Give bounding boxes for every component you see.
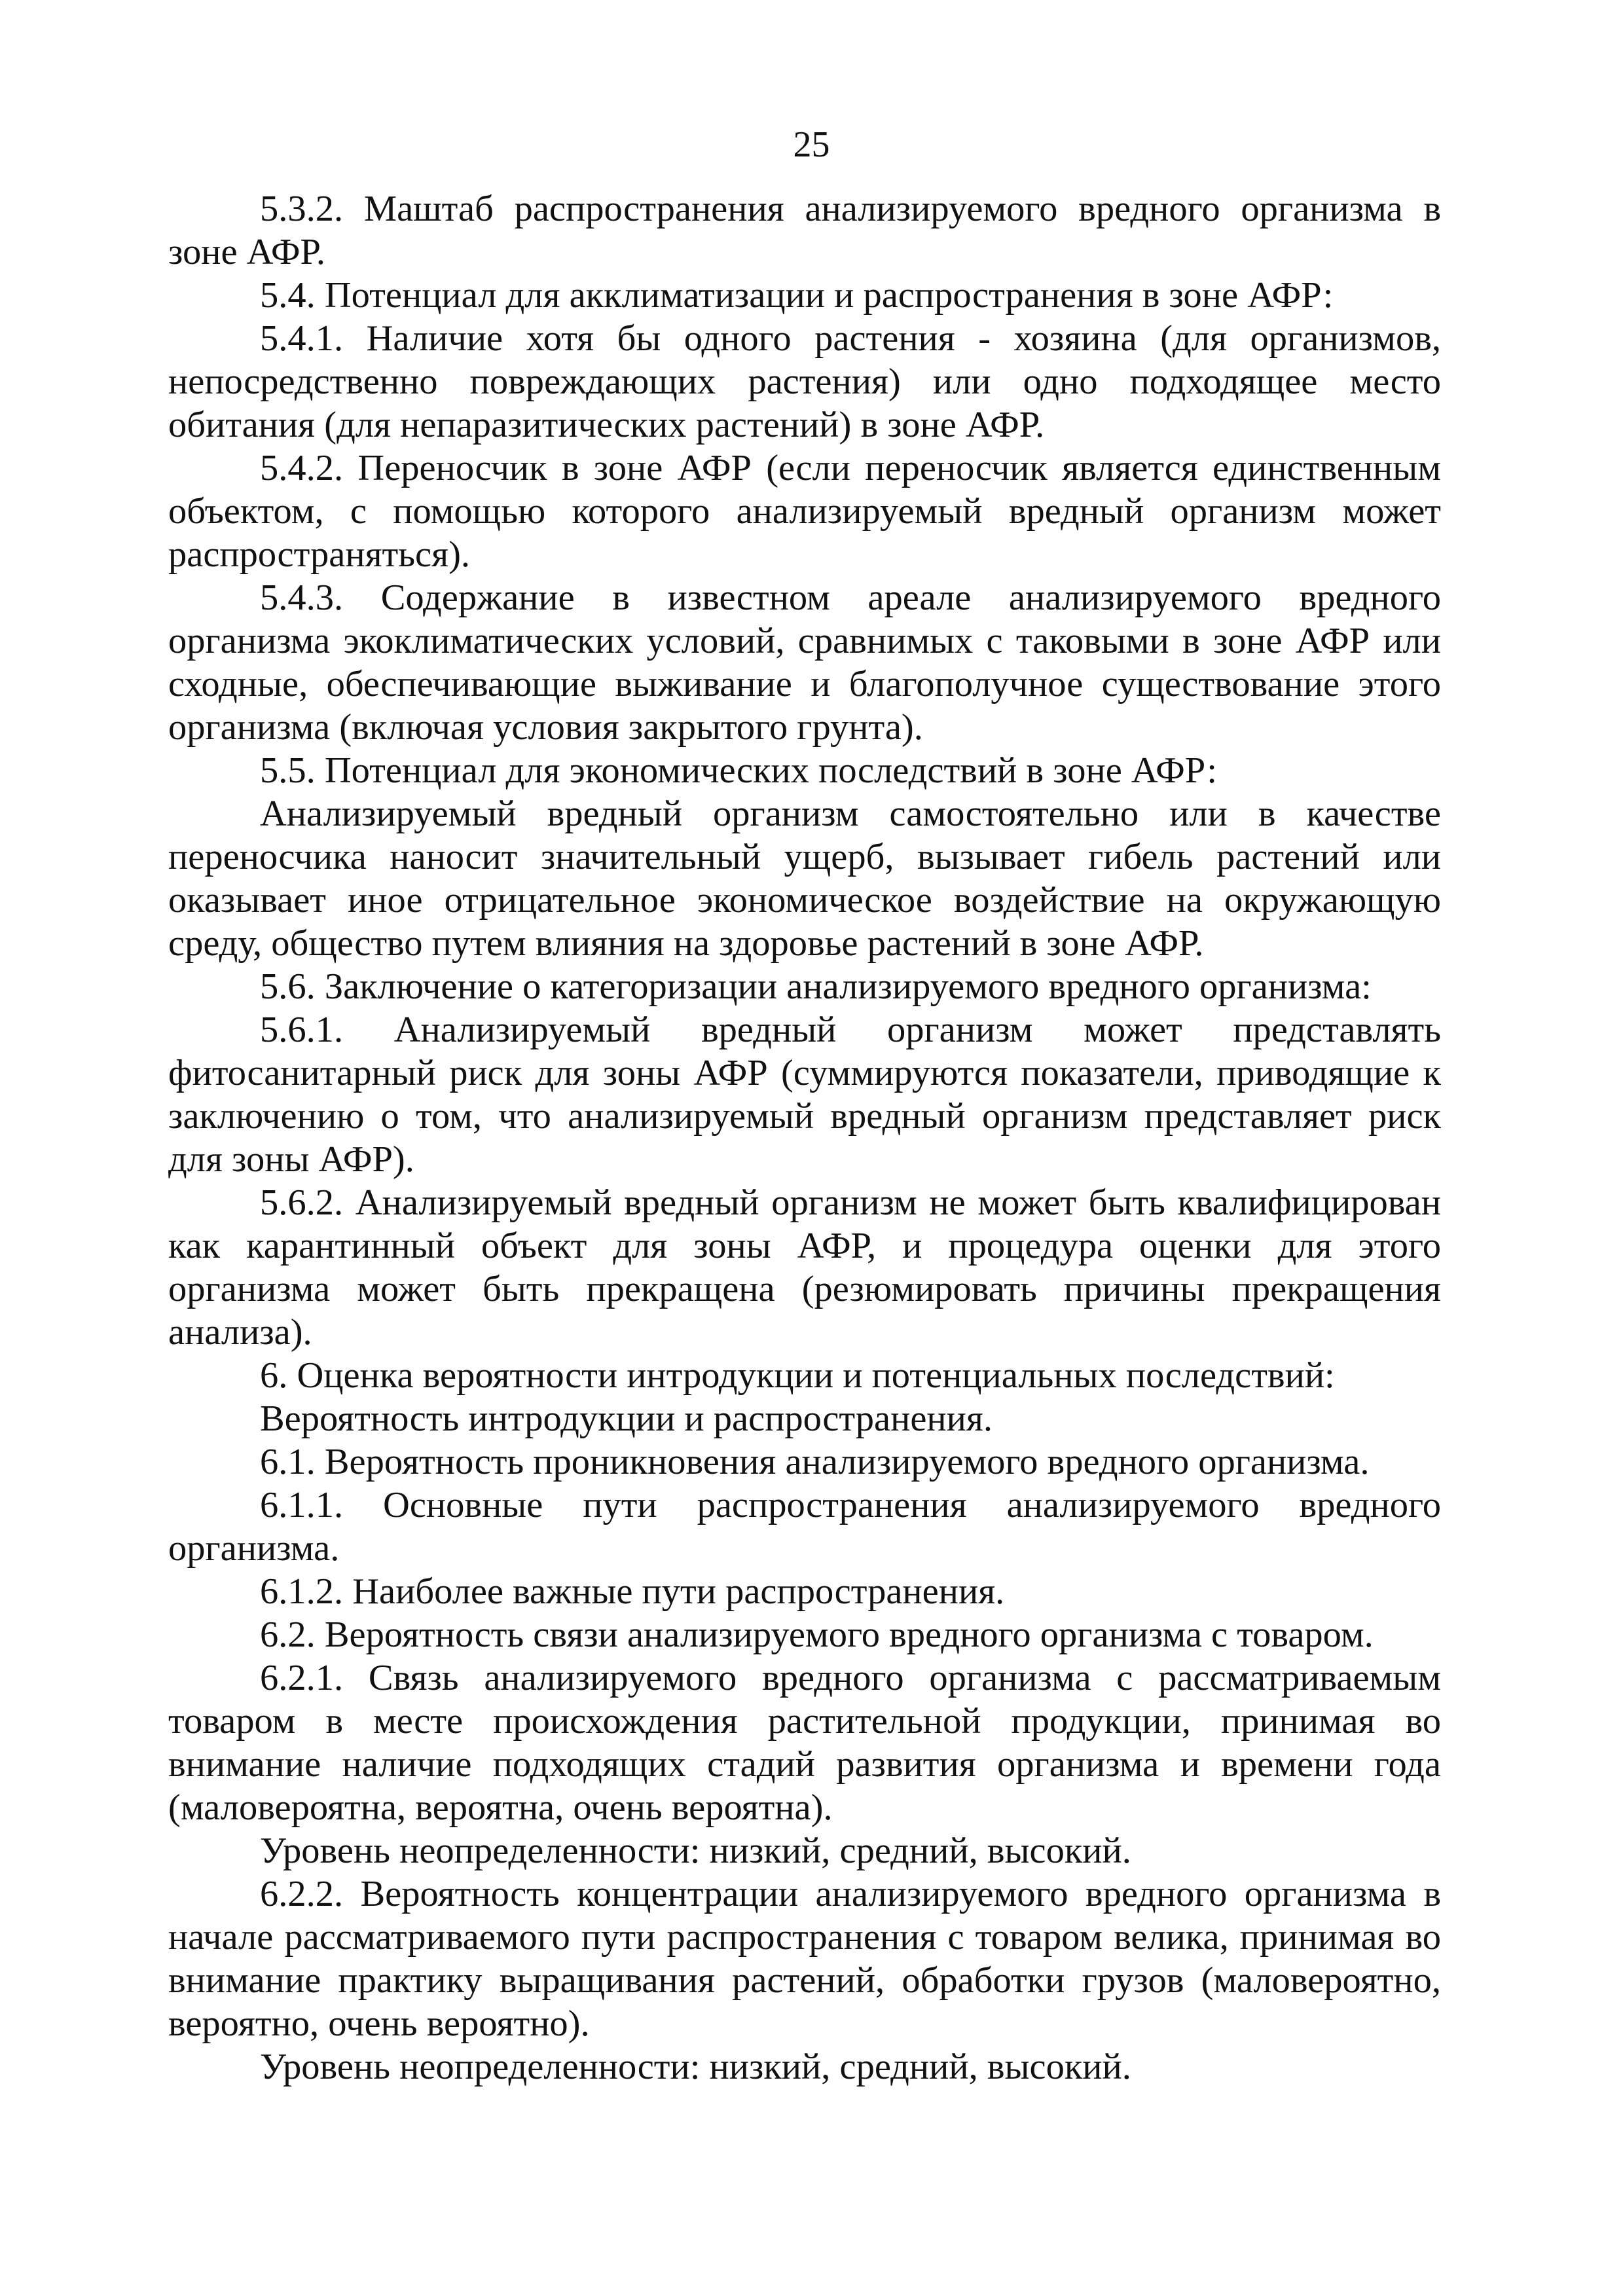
paragraph-6-subtitle: Вероятность интродукции и распространения. <box>260 1398 993 1439</box>
paragraph-6-2: 6.2. Вероятность связи анализируемого вредного организма с товаром. <box>260 1614 1374 1655</box>
paragraph-5-3-2: 5.3.2. Маштаб распространения анализируемого вредного организма в зоне АФР. <box>168 189 1441 272</box>
paragraph-5-6-1: 5.6.1. Анализируемый вредный организм может представлять фитосанитарный риск для зоны АФР (суммируются показатели, приводящие к заключению о том, что анализируемый вредный организм представляет риск для зоны АФР). <box>168 1010 1441 1180</box>
page-number: 25 <box>793 124 830 165</box>
paragraph-uncertainty-1: Уровень неопределенности: низкий, средний, высокий. <box>260 1831 1131 1871</box>
paragraph-6-2-2: 6.2.2. Вероятность концентрации анализируемого вредного организма в начале рассматриваемого пути распространения с товаром велика, принимая во внимание практику выращивания растений, обработки грузов (маловероятно, вероятно, очень вероятно). <box>168 1874 1441 2044</box>
paragraph-5-6: 5.6. Заключение о категоризации анализируемого вредного организма: <box>260 966 1372 1007</box>
paragraph-6: 6. Оценка вероятности интродукции и потенциальных последствий: <box>260 1355 1335 1396</box>
paragraph-6-1-1: 6.1.1. Основные пути распространения анализируемого вредного организма. <box>168 1485 1441 1569</box>
paragraph-5-4-2: 5.4.2. Переносчик в зоне АФР (если переносчик является единственным объектом, с помощью которого анализируемый вредный организм может распространяться). <box>168 448 1441 575</box>
paragraph-6-1: 6.1. Вероятность проникновения анализируемого вредного организма. <box>260 1442 1370 1482</box>
paragraph-6-2-1: 6.2.1. Связь анализируемого вредного организма с рассматриваемым товаром в месте происхождения растительной продукции, принимая во внимание наличие подходящих стадий развития организма и времени года (маловероятна, вероятна, очень вероятна). <box>168 1658 1441 1828</box>
paragraph-5-4: 5.4. Потенциал для акклиматизации и распространения в зоне АФР: <box>260 275 1334 316</box>
paragraph-uncertainty-2: Уровень неопределенности: низкий, средний, высокий. <box>260 2047 1131 2087</box>
paragraph-5-6-2: 5.6.2. Анализируемый вредный организм не может быть квалифицирован как карантинный объект для зоны АФР, и процедура оценки для этого организма может быть прекращена (резюмировать причины прекращения анализа). <box>168 1182 1441 1353</box>
paragraph-5-4-3: 5.4.3. Содержание в известном ареале анализируемого вредного организма экоклиматических условий, сравнимых с таковыми в зоне АФР или сходные, обеспечивающие выживание и благополучное существование этого организма (включая условия закрытого грунта). <box>168 577 1441 748</box>
paragraph-5-4-1: 5.4.1. Наличие хотя бы одного растения - хозяина (для организмов, непосредственно повреждающих растения) или одно подходящее место обитания (для непаразитических растений) в зоне АФР. <box>168 318 1441 445</box>
document-body <box>168 187 1441 2088</box>
paragraph-5-5: 5.5. Потенциал для экономических последствий в зоне АФР: <box>260 750 1217 791</box>
paragraph-5-5-text: Анализируемый вредный организм самостоятельно или в качестве переносчика наносит значительный ущерб, вызывает гибель растений или оказывает иное отрицательное экономическое воздействие на окружающую среду, общество путем влияния на здоровье растений в зоне АФР. <box>168 793 1441 964</box>
paragraph-6-1-2: 6.1.2. Наиболее важные пути распространения. <box>260 1571 1005 1612</box>
